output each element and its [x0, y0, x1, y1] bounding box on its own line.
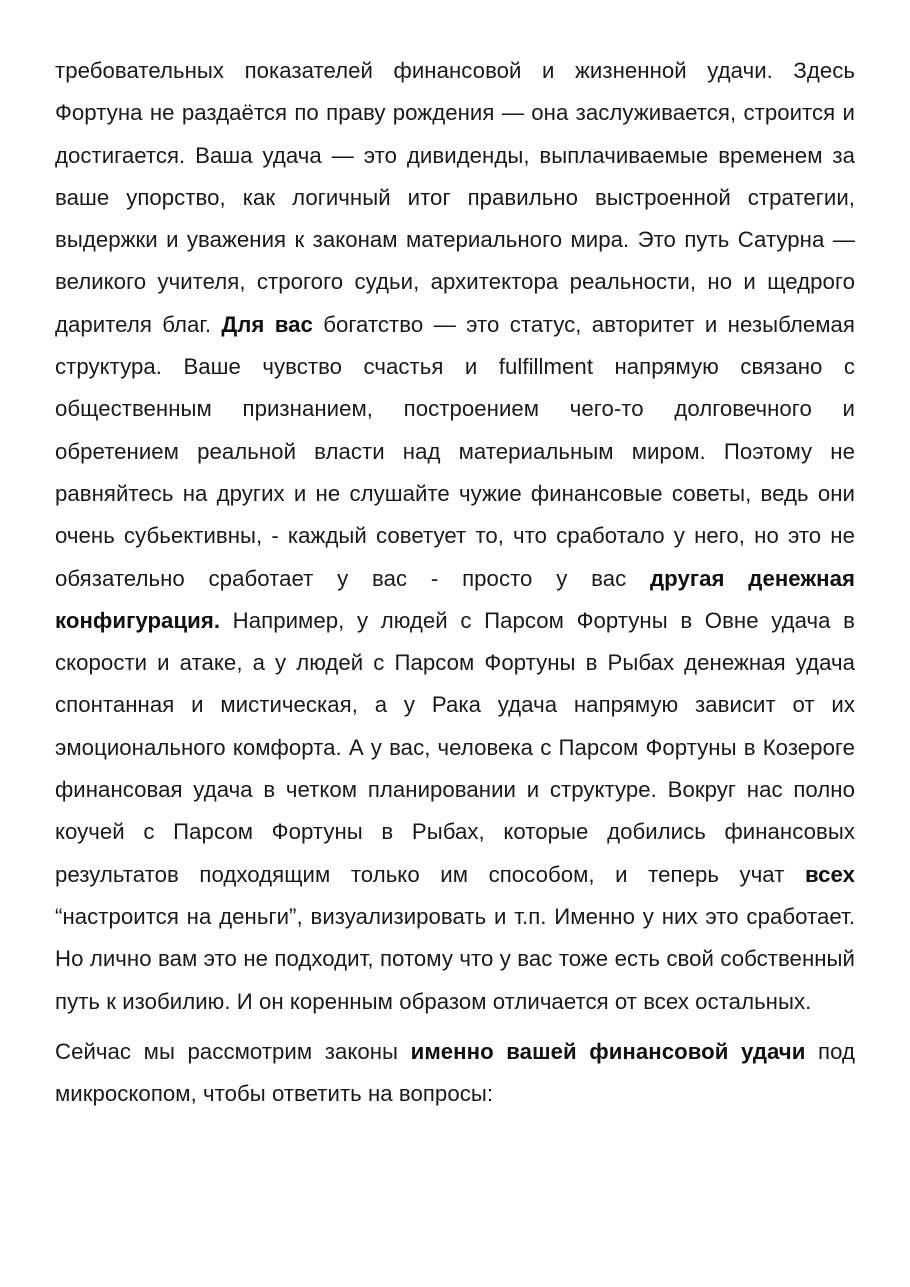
text-run: под микроскопом, чтобы ответить на вопросы: — [55, 1038, 855, 1107]
bold-text-run: именно вашей финансовой удачи — [410, 1038, 806, 1064]
text-run: требовательных показателей финансовой и жизненной удачи. Здесь Фортуна не раздаётся по праву рождения — она заслуживается, строится и достигается. Ваша удача — это дивиденды, выплачиваемые временем за ваше упорство, как логичный итог правильно выстроенной стратегии, выдержки и уважения к законам материального мира. Это путь Сатурна — великого учителя, строгого судьи, архитектора реальности, но и щедрого дарителя благ. — [55, 58, 855, 337]
text-run: “настроится на деньги”, визуализировать и т.п. Именно у них это сработает. Но лично вам это не подходит, потому что у вас тоже есть свой собственный путь к изобилию. И он коренным образом отличается от всех остальных. — [55, 903, 855, 1014]
bold-text-run: другая денежная конфигурация. — [55, 565, 855, 633]
text-run: Например, у людей с Парсом Фортуны в Овне удача в скорости и атаке, а у людей с Парсом Фортуны в Рыбах денежная удача спонтанная и мистическая, а у Рака удача напрямую зависит от их эмоционального комфорта. А у вас, человека с Парсом Фортуны в Козероге финансовая удача в четком планировании и структуре. Вокруг нас полно коучей с Парсом Фортуны в Рыбах, которые добились финансовых результатов подходящим только им способом, и теперь учат — [55, 607, 855, 887]
bold-text-run: Для вас — [221, 311, 313, 337]
paragraph-intro-questions — [55, 1031, 855, 1116]
text-run: богатство — это статус, авторитет и незыблемая структура. Ваше чувство счастья и fulfillment напрямую связано с общественным признанием, построением чего-то долговечного и обретением реальной власти над материальным миром. Поэтому не равняйтесь на других и не слушайте чужие финансовые советы, ведь они очень субьективны, - каждый советует то, что сработало у него, но это не обязательно сработает у вас - просто у вас — [55, 311, 855, 591]
paragraph-main — [55, 50, 855, 1023]
text-run: Сейчас мы рассмотрим законы — [55, 1038, 411, 1064]
bold-text-run: всех — [804, 861, 855, 887]
document-body — [55, 50, 855, 1115]
